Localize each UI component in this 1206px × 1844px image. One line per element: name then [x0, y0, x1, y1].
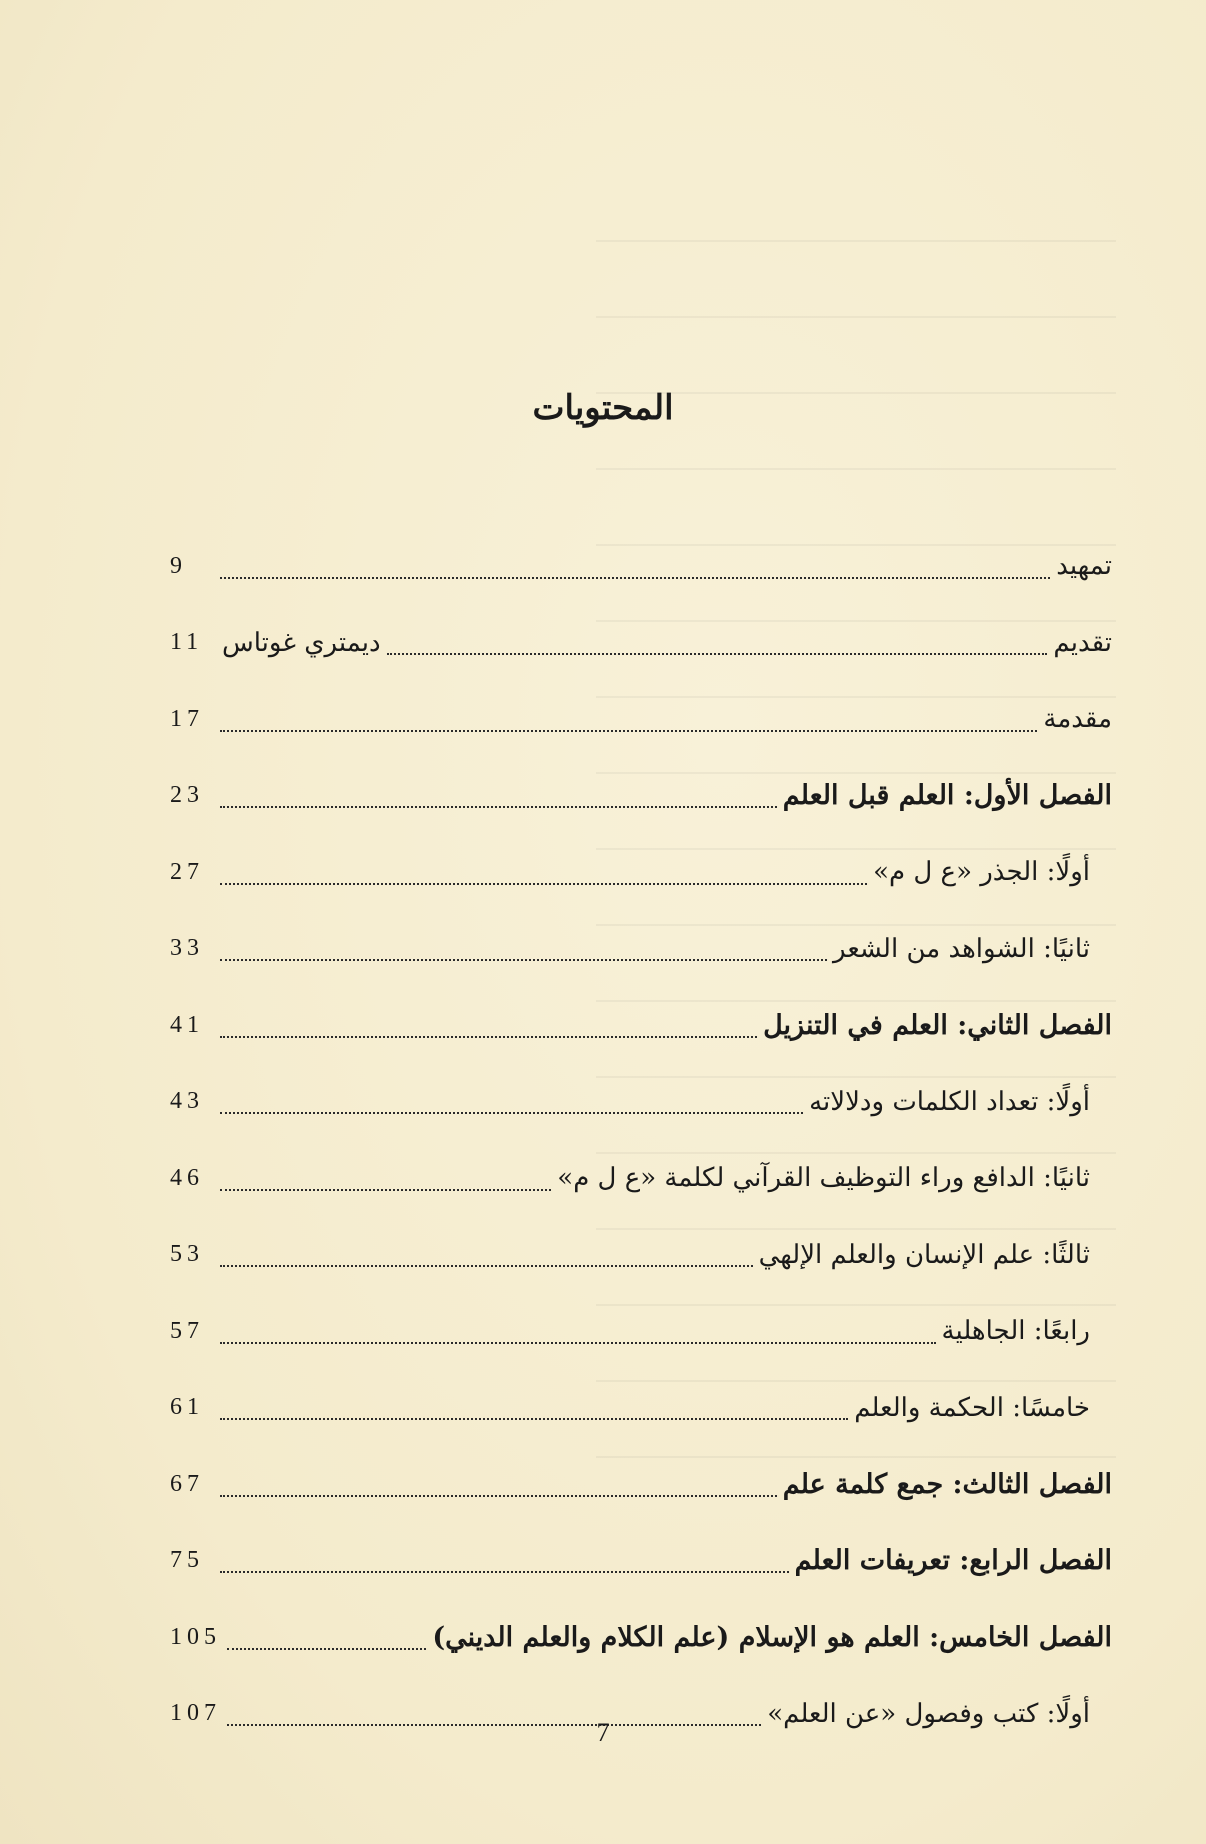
toc-entry-page: 41 — [170, 1011, 204, 1038]
toc-entry-page: 53 — [170, 1241, 204, 1268]
toc-entry-page: 43 — [170, 1088, 204, 1115]
toc-entry-page: 33 — [170, 935, 204, 962]
toc-entry-title: الفصل الأول: العلم قبل العلم — [782, 780, 1112, 812]
dot-leader — [220, 1495, 777, 1497]
toc-section — [170, 834, 1112, 911]
toc-entry-page: 75 — [170, 1547, 204, 1574]
toc-entry-page: 107 — [170, 1700, 221, 1727]
toc-entry-title: خامسًا: الحكمة والعلم — [854, 1392, 1090, 1423]
dot-leader — [220, 1036, 757, 1038]
toc-chapter-1 — [170, 758, 1112, 835]
toc-entry-page: 57 — [170, 1317, 204, 1344]
toc-entry-muqaddima — [170, 681, 1112, 758]
toc-entry-page: 67 — [170, 1470, 204, 1497]
toc-entry-page: 27 — [170, 858, 204, 885]
dot-leader — [220, 883, 867, 885]
toc-entry-tamhid — [170, 528, 1112, 605]
toc-entry-page: 46 — [170, 1164, 204, 1191]
toc-entry-title: أولًا: تعداد الكلمات ودلالاته — [809, 1086, 1090, 1117]
dot-leader — [220, 1112, 803, 1114]
toc-chapter-3 — [170, 1446, 1112, 1523]
toc-entry-page: 61 — [170, 1394, 204, 1421]
toc-entry-title: ثانيًا: الشواهد من الشعر — [832, 933, 1090, 964]
dot-leader — [220, 806, 777, 808]
toc-entry-title: مقدمة — [1043, 704, 1112, 735]
dot-leader — [220, 1265, 753, 1267]
toc-entry-page: 105 — [170, 1623, 221, 1650]
toc-entry-title: الفصل الثاني: العلم في التنزيل — [763, 1009, 1112, 1041]
dot-leader — [220, 1418, 848, 1420]
page-title: المحتويات — [532, 388, 674, 428]
toc-section — [170, 1217, 1112, 1294]
toc-entry-page: 11 — [170, 629, 204, 656]
dot-leader — [220, 1342, 936, 1344]
dot-leader — [220, 1571, 789, 1573]
toc-entry-title: الفصل الثالث: جمع كلمة علم — [782, 1468, 1112, 1500]
toc-entry-page: 9 — [170, 552, 187, 579]
toc-entry-title: ثالثًا: علم الإنسان والعلم الإلهي — [758, 1239, 1090, 1270]
toc-section — [170, 1140, 1112, 1217]
toc-section — [170, 1293, 1112, 1370]
page-number: 7 — [596, 1718, 610, 1747]
toc-section — [170, 1370, 1112, 1447]
toc-entry-title: الفصل الخامس: العلم هو الإسلام (علم الكلام والعلم الديني) — [432, 1621, 1112, 1653]
toc-chapter-5 — [170, 1599, 1112, 1676]
toc-entry-title: أولًا: الجذر «ع ل م» — [873, 857, 1090, 888]
dot-leader — [227, 1648, 426, 1650]
dot-leader — [220, 959, 827, 961]
toc-entry-title: تمهيد — [1056, 551, 1112, 582]
toc-entry-title: تقديم — [1053, 627, 1112, 658]
dot-leader — [220, 730, 1037, 732]
dot-leader — [220, 1189, 551, 1191]
toc-chapter-2 — [170, 987, 1112, 1064]
toc-entry-taqdim — [170, 605, 1112, 682]
table-of-contents — [170, 528, 1112, 1752]
toc-entry-title: الفصل الرابع: تعريفات العلم — [794, 1545, 1112, 1577]
dot-leader — [220, 577, 1050, 579]
toc-section — [170, 911, 1112, 988]
dot-leader — [387, 653, 1048, 655]
toc-entry-title: ثانيًا: الدافع وراء التوظيف القرآني لكلمة «ع ل م» — [557, 1163, 1090, 1194]
toc-entry-page: 17 — [170, 705, 204, 732]
toc-entry-author: ديمتري غوتاس — [222, 627, 381, 658]
toc-entry-title: رابعًا: الجاهلية — [941, 1316, 1090, 1347]
toc-section — [170, 1064, 1112, 1141]
toc-entry-title: أولًا: كتب وفصول «عن العلم» — [767, 1698, 1090, 1729]
toc-entry-page: 23 — [170, 782, 204, 809]
toc-chapter-4 — [170, 1523, 1112, 1600]
